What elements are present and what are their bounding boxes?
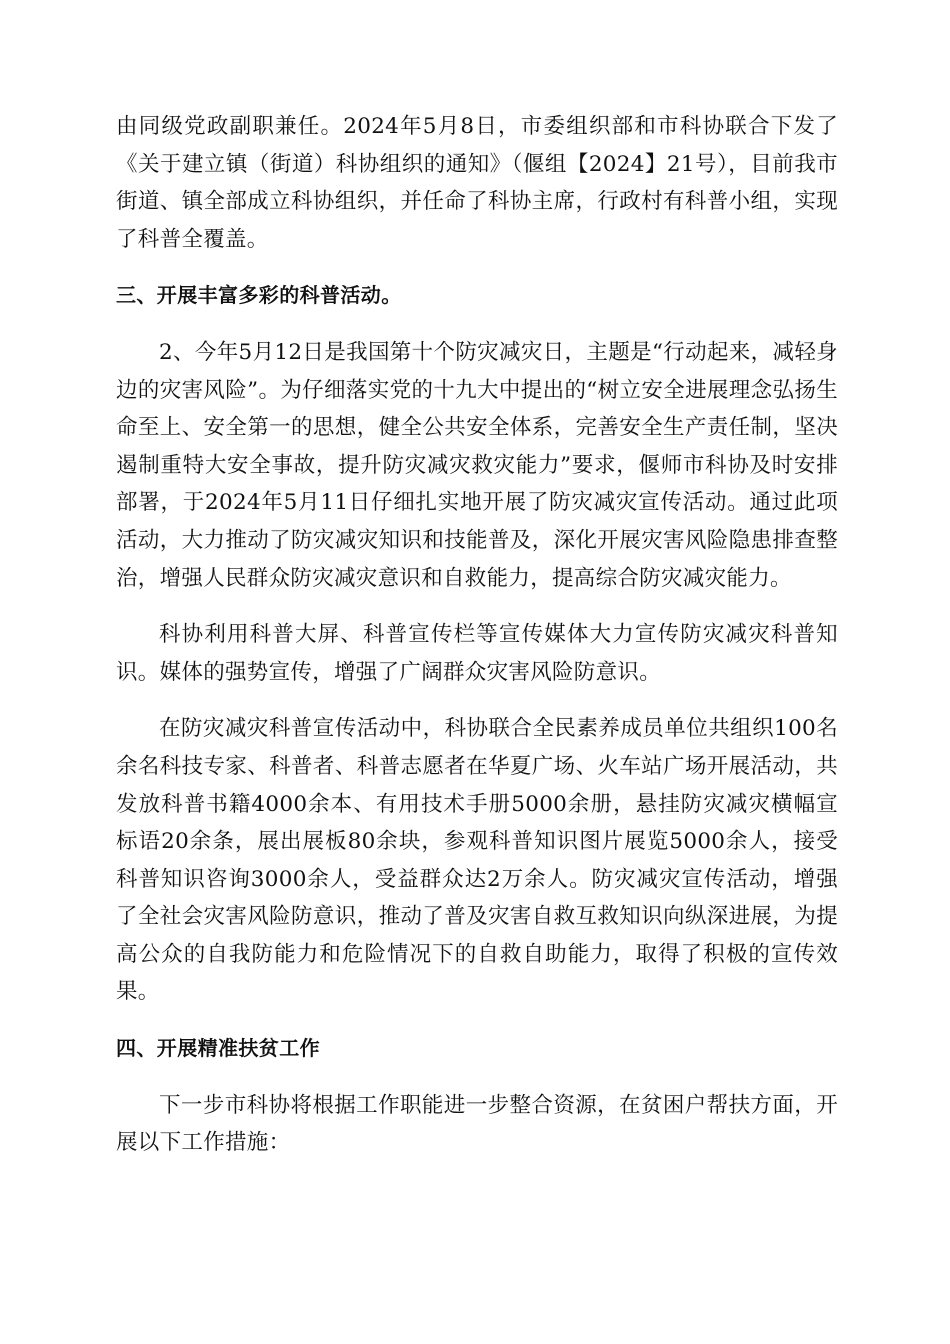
paragraph-gap — [116, 691, 838, 710]
paragraph-gap — [116, 315, 838, 334]
paragraph-gap — [116, 258, 838, 277]
section-heading-4: 四、开展精准扶贫工作 — [116, 1036, 320, 1061]
paragraph-gap — [116, 1068, 838, 1087]
paragraph-continuation: 由同级党政副职兼任。2024年5月8日，市委组织部和市科协联合下发了《关于建立镇（街道）科协组织的通知》（偃组【2024】21号），目前我市街道、镇全部成立科协组织，并任命了科协主席，行政村有科普小组，实现了科普全覆盖。 — [116, 114, 838, 252]
paragraph-media-promotion: 科协利用科普大屏、科普宣传栏等宣传媒体大力宣传防灾减灾科普知识。媒体的强势宣传，增强了广阔群众灾害风险防意识。 — [116, 622, 838, 685]
document-body — [116, 108, 838, 1162]
paragraph-next-steps: 下一步市科协将根据工作职能进一步整合资源，在贫困户帮扶方面，开展以下工作措施： — [116, 1092, 838, 1156]
paragraph-disaster-day: 2、今年5月12日是我国第十个防灾减灾日，主题是“行动起来，减轻身边的灾害风险”。为仔细落实党的十九大中提出的“树立安全进展理念弘扬生命至上、安全第一的思想，健全公共安全体系，完善安全生产责任制，坚决遏制重特大安全事故，提升防灾减灾救灾能力”要求，偃师市科协及时安排部署，于2024年5月11日仔细扎实地开展了防灾减灾宣传活动。通过此项活动，大力推动了防灾减灾知识和技能普及，深化开展灾害风险隐患排查整治，增强人民群众防灾减灾意识和自救能力，提高综合防灾减灾能力。 — [116, 339, 838, 591]
paragraph-gap — [116, 597, 838, 616]
section-heading-3: 三、开展丰富多彩的科普活动。 — [116, 283, 402, 308]
paragraph-gap — [116, 1011, 838, 1030]
paragraph-activity-results: 在防灾减灾科普宣传活动中，科协联合全民素养成员单位共组织100名余名科技专家、科普者、科普志愿者在华夏广场、火车站广场开展活动，共发放科普书籍4000余本、有用技术手册5000余册，悬挂防灾减灾横幅宣标语20余条，展出展板80余块，参观科普知识图片展览5000余人，接受科普知识咨询3000余人，受益群众达2万余人。防灾减灾宣传活动，增强了全社会灾害风险防意识，推动了普及灾害自救互救知识向纵深进展，为提高公众的自我防能力和危险情况下的自救自助能力，取得了积极的宣传效果。 — [116, 716, 838, 1005]
